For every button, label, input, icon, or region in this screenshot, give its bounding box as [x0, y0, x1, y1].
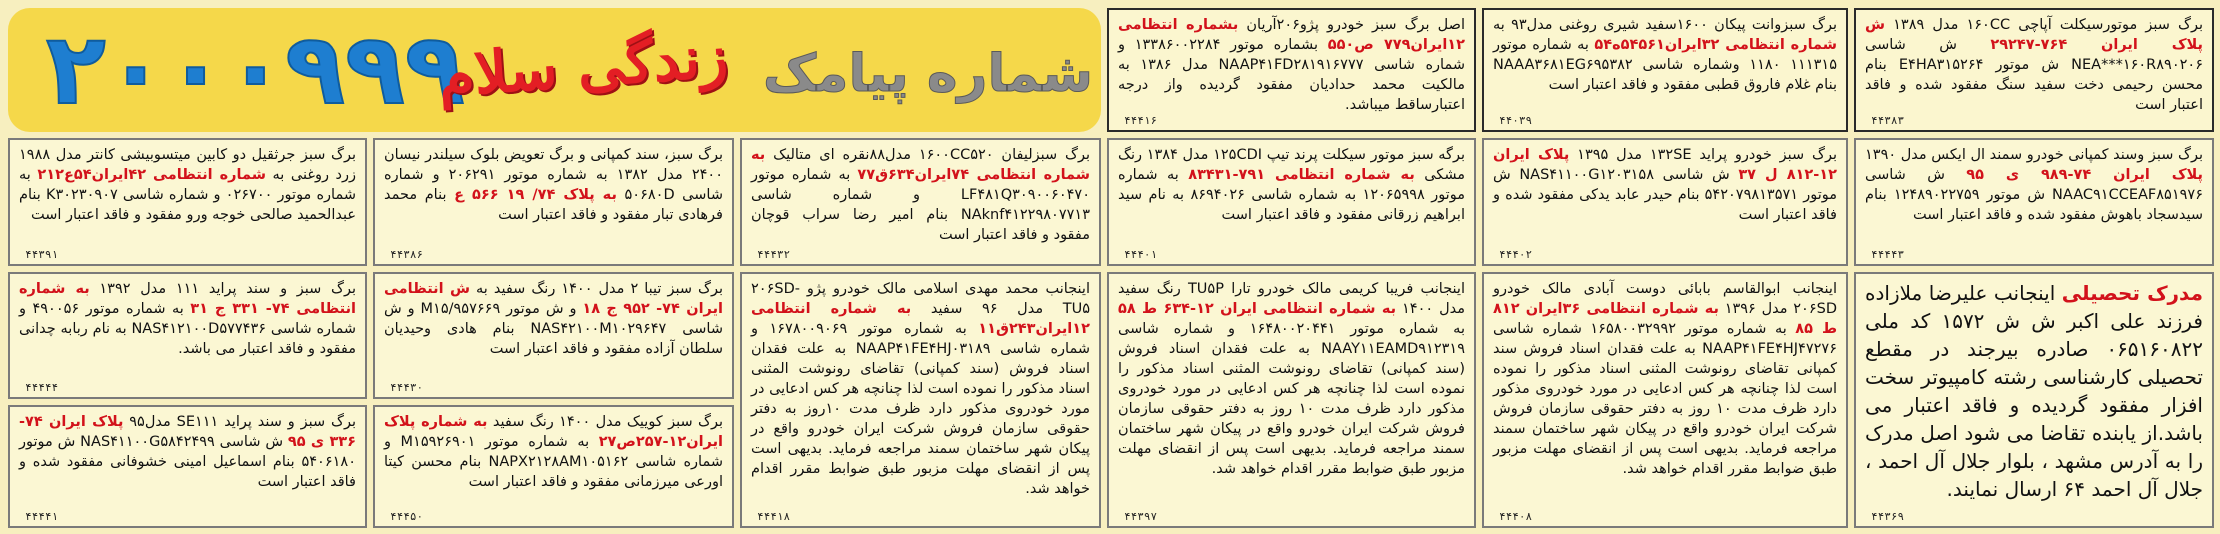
- ad-code: ۴۴۴۴۳: [1871, 248, 1905, 261]
- classified-ad: برگ سبز موتورسیکلت آپاچی ۱۶۰CC مدل ۱۳۸۹ ش پلاک ایران ۷۶۴-۲۹۲۴۷ ش شاسی NEA***۱۶۰R۸۹۰۲۰۶ ش موتور E۴HA۳۱۵۲۶۴ بنام محسن رحیمی دخت سفید سنگ مفقود شده و فاقد اعتبار است ۴۴۳۸۳: [1854, 8, 2214, 132]
- sms-number: ۲۰۰۰۹۹۹: [46, 13, 465, 127]
- classified-ad: برگ سبز تیبا ۲ مدل ۱۴۰۰ رنگ سفید به ش انتظامی ایران ۷۴- ۹۵۲ ج ۱۸ و ش موتور M۱۵/۹۵۷۶۶۹ و ش شاسی NAS۴۲۱۰۰M۱۰۲۹۶۴۷ بنام هادی وحیدیان سلطان آزاده مفقود و فاقد اعتبار است ۴۴۴۳۰: [373, 272, 734, 399]
- classified-ad: برگ سبز، سند کمپانی و برگ تعویض بلوک سیلندر نیسان ۲۴۰۰ مدل ۱۳۸۲ به شماره موتور ۲۰۶۲۹۱ و شماره شاسی ۵۰۶۸۰D به پلاک ۷۴/ ۱۹ ۵۶۶ ع بنام محمد فرهادی تبار مفقود و فاقد اعتبار است ۴۴۳۸۶: [373, 138, 734, 266]
- ad-code: ۴۴۴۰۱: [1124, 248, 1158, 261]
- ad-code: ۴۴۳۹۱: [25, 248, 59, 261]
- classified-ad: برگه سبز موتور سیکلت پرند تیپ ۱۲۵CDI مدل ۱۳۸۴ رنگ مشکی به شماره انتظامی ۷۹۱-۸۳۴۳۱ به شماره موتور ۱۲۰۶۵۹۹۸ به شماره شاسی ۸۶۹۴۰۲۶ به نام سید ابراهیم زرقانی مفقود و فاقد اعتبار است ۴۴۴۰۱: [1107, 138, 1476, 266]
- classified-ad: اینجانب فریبا کریمی مالک خودرو تارا TU۵P رنگ سفید مدل ۱۴۰۰ به شماره انتظامی ایران ۱۲-۶۳۴ ط ۵۸ به شماره موتور ۱۶۴۸۰۰۲۰۴۴۱ و شماره شاسی NAAY۱۱EAMD۹۱۲۳۱۹ به علت فقدان اسناد فروش (سند کمپانی) تقاضای رونوشت المثنی اسناد مذکور را نموده است لذا چنانچه هر کس ادعایی در مورد خودروی مذکور دارد ظرف مدت ۱۰ روز به دفتر حقوقی سازمان فروش شرکت ایران خودرو واقع در پیکان شهر ساختمان سمند مراجعه فرماید. بدیهی است پس از انقضای مهلت مزبور طبق ضوابط مقرر اقدام خواهد شد. ۴۴۳۹۷: [1107, 272, 1476, 528]
- ad-code: ۴۴۴۵۰: [390, 510, 424, 523]
- classified-ad-certificate: مدرک تحصیلی اینجانب علیرضا ملازاده فرزند علی اکبر ش ش ۱۵۷۲ کد ملی ۰۶۵۱۶۰۸۲۲ صادره بیرجند در مقطع تحصیلی کارشناسی رشته کامپیوتر سخت افزار مفقود گردیده و فاقد اعتبار می باشد.از یابنده تقاضا می شود اصل مدرک را به آدرس مشهد ، بلوار جلال آل احمد ، جلال آل احمد ۶۴ ارسال نمایند. ۴۴۳۶۹: [1854, 272, 2214, 528]
- sms-label: شماره پیامک: [763, 44, 1093, 104]
- classified-ad: برگ سبز جرثقیل دو کابین میتسوبیشی کانتر مدل ۱۹۸۸ زرد روغنی به شماره انتظامی ۴۲ایران۵۴ع۲۱۲ به شماره موتور ۰۲۶۷۰۰ و شماره شاسی K۳۰۲۳۰۹۰۷ بنام عبدالحمید صالحی خوجه ورو مفقود و فاقد اعتبار است ۴۴۳۹۱: [8, 138, 367, 266]
- classified-ad: برگ سبز وسند کمپانی خودرو سمند ال ایکس مدل ۱۳۹۰ پلاک ایران ۷۴-۹۸۹ ی ۹۵ ش شاسی NAAC۹۱CCEAF۸۵۱۹۷۶ ش موتور ۱۲۴۸۹۰۲۲۷۵۹ بنام سیدسجاد باهوش مفقود شده و فاقد اعتبار است ۴۴۴۴۳: [1854, 138, 2214, 266]
- ad-code: ۴۴۳۸۳: [1871, 114, 1905, 127]
- brand-logo-text: زندگی سلام: [435, 21, 730, 111]
- ad-code: ۴۴۴۴۱: [25, 510, 59, 523]
- ad-code: ۴۴۴۱۶: [1124, 114, 1158, 127]
- ad-code: ۴۴۳۹۷: [1124, 510, 1158, 523]
- classified-ad: برگ سبز کوییک مدل ۱۴۰۰ رنگ سفید به شماره پلاک ایران۱۲-۲۵۷ص۲۷ به شماره موتور M۱۵۹۲۶۹۰۱ و شماره شاسی NAPX۲۱۲۸AM۱۰۵۱۶۲ بنام محسن کیتا اورعی میرزمانی مفقود و فاقد اعتبار است ۴۴۴۵۰: [373, 405, 734, 528]
- ad-code: ۴۴۴۴۴: [25, 381, 59, 394]
- sms-banner: [8, 8, 1101, 132]
- classified-ad: اینجانب محمد مهدی اسلامی مالک خودرو پژو ۲۰۶SD-TU۵ مدل ۹۶ سفید به شماره انتظامی ۱۲ایران۲۴۳ق۱۱ به شماره موتور ۱۶۷۸۰۰۹۰۶۹ و شماره شاسی NAAP۴۱FE۴HJ۰۳۱۸۹ به علت فقدان اسناد فروش (سند کمپانی) تقاضای رونوشت المثنی اسناد مذکور را نموده است لذا چنانچه هر کس ادعایی در مورد خودروی مذکور دارد ظرف مدت ۱۰روز به دفتر حقوقی سازمان فروش شرکت ایران خودرو واقع در پیکان شهر ساختمان سمند مراجعه فرماید. بدیهی است پس از انقضای مهلت مزبور طبق ضوابط مقرر اقدام خواهد شد. ۴۴۴۱۸: [740, 272, 1101, 528]
- classified-ad: اصل برگ سبز خودرو پژو۲۰۶آریان بشماره انتظامی ۱۲ایران۷۷۹ ص۵۵۰ بشماره موتور ۱۳۳۸۶۰۰۲۲۸۴ و شماره شاسی NAAP۴۱FD۲۸۱۹۱۶۷۷۷ مدل ۱۳۸۶ به مالکیت محمد حدادیان مفقود گردیده واز درجه اعتبارساقط میباشد. ۴۴۴۱۶: [1107, 8, 1476, 132]
- ad-code: ۴۴۴۳۲: [757, 248, 791, 261]
- ad-code: ۴۴۴۳۰: [390, 381, 424, 394]
- ad-code: ۴۴۳۶۹: [1871, 510, 1905, 523]
- ad-code: ۴۴۰۳۹: [1499, 114, 1533, 127]
- classified-ad: برگ سبز و سند پراید SE۱۱۱ مدل۹۵ پلاک ایران ۷۴- ۳۳۶ ی ۹۵ ش شاسی NAS۴۱۱۰۰G۵۸۴۲۴۹۹ ش موتور ۵۴۰۶۱۸۰ بنام اسماعیل امینی خشوفانی مفقود شده و فاقد اعتبار است ۴۴۴۴۱: [8, 405, 367, 528]
- classified-ad: برگ سبز و سند پراید ۱۱۱ مدل ۱۳۹۲ به شماره انتظامی ۷۴- ۳۳۱ ج ۳۱ به شماره موتور ۴۹۰۰۵۶ و شماره شاسی NAS۴۱۲۱۰۰D۵۷۷۴۳۶ به نام ربابه چدانی مفقود و فاقد اعتبار می باشد. ۴۴۴۴۴: [8, 272, 367, 399]
- ad-code: ۴۴۴۱۸: [757, 510, 791, 523]
- classified-ad: اینجانب ابوالقاسم بابائی دوست آبادی مالک خودرو ۲۰۶SD مدل ۱۳۹۶ به شماره انتظامی ۳۶ایران ۸۱۲ ط ۸۵ به شماره موتور ۱۶۵۸۰۰۳۲۹۹۲ شماره شاسی NAAP۴۱FE۴HJ۴۷۲۷۶ به علت فقدان اسناد فروش سند کمپانی تقاضای رونوشت المثنی اسناد مذکور را نموده است لذا چنانچه هر کس ادعایی در مورد خودروی مذکور دارد ظرف مدت ۱۰ روز به دفتر حقوقی سازمان فروش شرکت ایران خودرو واقع در پیکان شهر ساختمان سمند مراجعه فرماید. بدیهی است پس از انقضای مهلت مزبور طبق ضوابط مقرر اقدام خواهد شد. ۴۴۴۰۸: [1482, 272, 1848, 528]
- ad-code: ۴۴۳۸۶: [390, 248, 424, 261]
- classified-ad: برگ سبز خودرو پراید ۱۳۲SE مدل ۱۳۹۵ پلاک ایران ۱۲-۸۱۲ ل ۳۷ ش شاسی NAS۴۱۱۰۰G۱۲۰۳۱۵۸ ش موتور ۵۴۲۰۷۹۸۱۳۵۷۱ بنام حیدر عابد یدکی مفقود شده و فاقد اعتبار است ۴۴۴۰۲: [1482, 138, 1848, 266]
- classified-ad: برگ سبزوانت پیکان ۱۶۰۰سفید شیری روغنی مدل۹۳ به شماره انتظامی ۳۲ایران۵۴۵۶۱ه۵۴ به شماره موتور ۱۱۱۳۱۵ ۱۱۸۰ وشماره شاسی NAAA۳۶۸۱EG۶۹۵۳۸۲ بنام غلام فاروق قطبی مفقود و فاقد اعتبار است ۴۴۰۳۹: [1482, 8, 1848, 132]
- classified-ad: برگ سبزلیفان ۱۶۰۰CC۵۲۰ مدل۸۸نقره ای متالیک به شماره انتظامی ۷۴ایران۶۳۴ق۷۷ به شماره موتور LF۴۸۱Q۳۰۹۰۰۶۰۴۷۰ و شماره شاسی NAknf۴۱۲۲۹۸۰۷۷۱۳ بنام امیر رضا سراب قوچان مفقود و فاقد اعتبار است ۴۴۴۳۲: [740, 138, 1101, 266]
- ad-code: ۴۴۴۰۲: [1499, 248, 1533, 261]
- ad-code: ۴۴۴۰۸: [1499, 510, 1533, 523]
